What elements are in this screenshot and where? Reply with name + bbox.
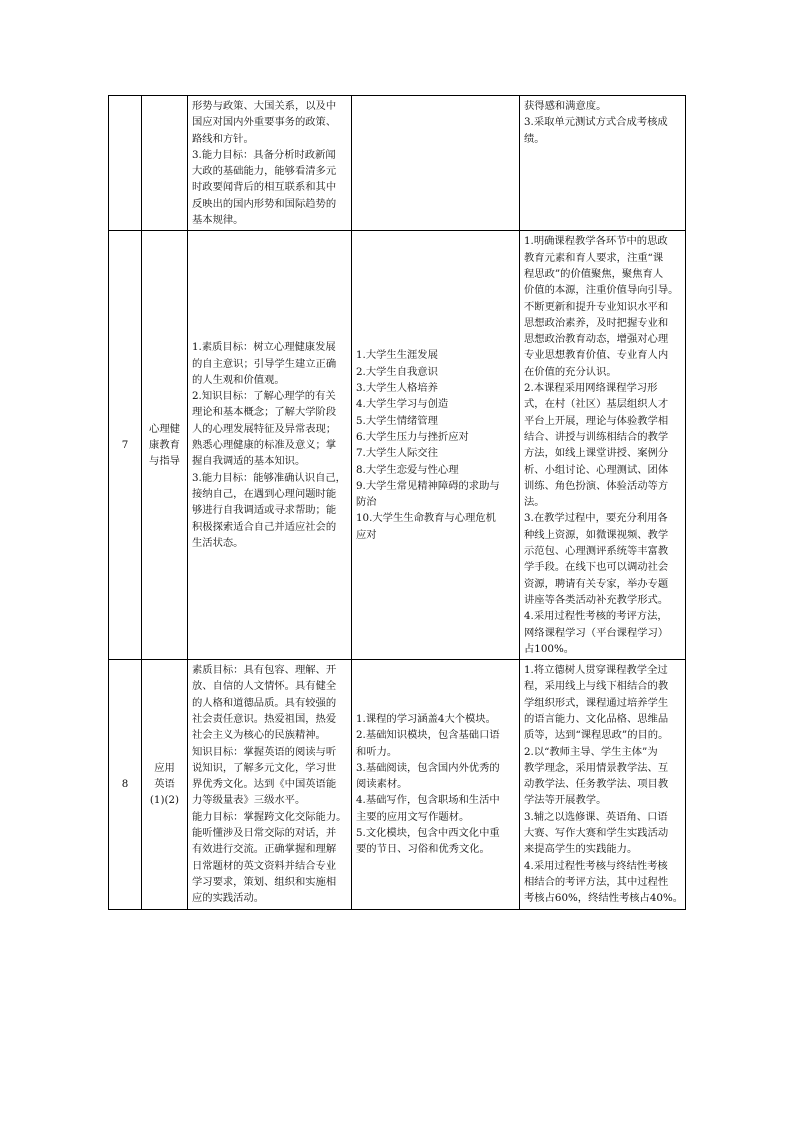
text-line: 1.课程的学习涵盖4大个模块。 xyxy=(356,712,496,725)
text-line: 结合、讲授与训练相结合的教学 xyxy=(524,430,669,443)
text-line: 5.大学生情绪管理 xyxy=(356,414,438,427)
requirements-cell xyxy=(520,660,686,909)
row-number: 7 xyxy=(109,231,142,660)
course-name xyxy=(142,96,188,231)
text-line: 4.采用过程性考核与终结性考核 xyxy=(524,859,668,872)
table-row xyxy=(109,96,686,231)
goals-cell xyxy=(188,96,352,231)
text-line: 4.大学生学习与创造 xyxy=(356,398,449,411)
text-line: 教育元素和育人要求，注重“课 xyxy=(524,251,664,264)
text-line: 熟悉心理健康的标准及意义；掌 xyxy=(192,439,337,452)
text-line: 能力目标：掌握跨文化交际能力。 xyxy=(192,810,347,823)
text-line: 教学理念，采用情景教学法、互 xyxy=(524,761,669,774)
text-line: 英语 xyxy=(154,778,175,791)
row-number xyxy=(109,96,142,231)
text-line: 3.大学生人格培养 xyxy=(356,382,438,395)
content-cell xyxy=(352,231,520,660)
text-line: 1.大学生生涯发展 xyxy=(356,349,438,362)
text-line: 4.基础写作，包含职场和生活中 xyxy=(356,794,500,807)
text-line: 5.文化模块，包含中西文化中重 xyxy=(356,827,500,840)
text-line: 的语言能力、文化品格、思维品 xyxy=(524,712,669,725)
text-line: 的自主意识；引导学生建立正确 xyxy=(192,357,337,370)
text-line: 形势与政策、大国关系，以及中 xyxy=(192,100,337,112)
text-line: 学手段。在线下也可以调动社会 xyxy=(524,561,669,574)
text-line: 平台上开展，理论与体验教学相 xyxy=(524,414,669,427)
requirements-cell xyxy=(520,96,686,231)
text-line: 的人格和道德品质。具有较强的 xyxy=(192,696,337,709)
text-line: 基本规律。 xyxy=(192,214,244,227)
content-cell xyxy=(352,660,520,909)
text-line: 讲座等各类活动补充教学形式。 xyxy=(524,593,669,606)
text-line: 2.大学生自我意识 xyxy=(356,365,438,378)
text-line: 3.在教学过程中，要充分利用各 xyxy=(524,512,668,525)
requirements-cell xyxy=(520,231,686,660)
text-line: 考核占60%，终结性考核占40%。 xyxy=(524,892,684,905)
text-line: 时政要闻背后的相互联系和其中 xyxy=(192,181,337,194)
text-line: 社会责任意识。热爱祖国，热爱 xyxy=(192,712,337,725)
text-line: 程思政”的价值聚焦，聚焦育人 xyxy=(524,267,664,280)
text-line: 学组织形式，课程通过培养学生 xyxy=(524,696,669,709)
text-line: 来提高学生的实践能力。 xyxy=(524,843,638,856)
text-line: 2.以“教师主导、学生主体”为 xyxy=(524,745,658,758)
text-line: 7.大学生人际交往 xyxy=(356,447,438,460)
text-line: 不断更新和提升专业知识水平和 xyxy=(524,300,669,313)
text-line: 4.采用过程性考核的考评方法， xyxy=(524,610,668,623)
text-line: 应对 xyxy=(356,528,377,541)
text-line: 程，采用线上与线下相结合的教 xyxy=(524,680,669,693)
text-line: 积极探索适合自己并适应社会的 xyxy=(192,520,337,533)
course-name xyxy=(142,660,188,909)
text-line: 式，在村（社区）基层组织人才 xyxy=(524,398,669,411)
text-line: 获得感和满意度。 xyxy=(524,100,607,112)
goals-cell xyxy=(188,660,352,909)
text-line: 生活状态。 xyxy=(192,536,244,549)
course-table xyxy=(108,95,686,910)
table-row xyxy=(109,660,686,909)
text-line: 学习要求，策划、组织和实施相 xyxy=(192,875,337,888)
text-line: 3.辅之以选修课、英语角、口语 xyxy=(524,810,668,823)
text-line: 界优秀文化。达到《中国英语能 xyxy=(192,778,337,791)
text-line: 训练、角色扮演、体验活动等方 xyxy=(524,479,669,492)
text-line: 网络课程学习（平台课程学习） xyxy=(524,626,669,639)
table-body xyxy=(109,96,686,910)
text-line: 质等，达到“课程思政”的目的。 xyxy=(524,729,669,742)
table-row xyxy=(109,231,686,660)
text-line: 法。 xyxy=(524,496,545,509)
text-line: 思想政治素养，及时把握专业和 xyxy=(524,316,669,329)
text-line: 反映出的国内形势和国际趋势的 xyxy=(192,197,337,210)
text-line: 大政的基础能力，能够看清多元 xyxy=(192,165,337,178)
text-line: 说知识，了解多元文化，学习世 xyxy=(192,761,337,774)
text-line: 知识目标：掌握英语的阅读与听 xyxy=(192,745,337,758)
text-line: 接纳自己，在遇到心理问题时能 xyxy=(192,487,337,500)
course-name xyxy=(142,231,188,660)
content-cell xyxy=(352,96,520,231)
text-line: 和听力。 xyxy=(356,745,398,758)
text-line: 动教学法、任务教学法、项目教 xyxy=(524,778,669,791)
text-line: 析、小组讨论、心理测试、团体 xyxy=(524,463,669,476)
text-line: 人的心理发展特征及异常表现； xyxy=(192,422,337,435)
goals-cell xyxy=(188,231,352,660)
text-line: 9.大学生常见精神障碍的求助与 xyxy=(356,479,500,492)
text-line: 2.基础知识模块，包含基础口语 xyxy=(356,729,500,742)
text-line: 资源，聘请有关专家，举办专题 xyxy=(524,577,669,590)
text-line: 1.将立德树人贯穿课程教学全过 xyxy=(524,664,668,677)
text-line: 在价值的充分认识。 xyxy=(524,365,617,378)
text-line: 素质目标：具有包容、理解、开 xyxy=(192,664,337,677)
text-line: 主要的应用文写作题材。 xyxy=(356,810,470,823)
text-line: 绩。 xyxy=(524,132,545,145)
text-line: 阅读素材。 xyxy=(356,778,408,791)
text-line: 占100%。 xyxy=(524,642,575,655)
text-line: 国应对国内外重要事务的政策、 xyxy=(192,116,337,129)
text-line: 要的节日、习俗和优秀文化。 xyxy=(356,843,490,856)
text-line: 社会主义为核心的民族精神。 xyxy=(192,729,326,742)
text-line: 理论和基本概念；了解大学阶段 xyxy=(192,406,337,419)
text-line: 3.能力目标：能够准确认识自己， xyxy=(192,471,346,484)
text-line: 应用 xyxy=(154,761,175,774)
text-line: 路线和方针。 xyxy=(192,132,254,145)
text-line: 康教育 xyxy=(149,439,180,452)
text-line: 应的实践活动。 xyxy=(192,892,265,905)
text-line: 2.本课程采用网络课程学习形 xyxy=(524,382,658,395)
text-line: 3.采取单元测试方式合成考核成 xyxy=(524,116,668,129)
text-line: 力等级量表》三级水平。 xyxy=(192,794,306,807)
text-line: 思想政治教育动态，增强对心理 xyxy=(524,333,669,346)
text-line: 够进行自我调适或寻求帮助；能 xyxy=(192,504,337,517)
text-line: 方法，如线上课堂讲授、案例分 xyxy=(524,447,669,460)
text-line: 种线上资源，如微课视频、教学 xyxy=(524,528,669,541)
text-line: 专业思想教育价值、专业育人内 xyxy=(524,349,669,362)
text-line: 3.能力目标：具备分析时政新闻 xyxy=(192,148,336,161)
row-number: 8 xyxy=(109,660,142,909)
text-line: 相结合的考评方法，其中过程性 xyxy=(524,875,669,888)
text-line: 3.基础阅读，包含国内外优秀的 xyxy=(356,761,500,774)
text-line: 大赛、写作大赛和学生实践活动 xyxy=(524,827,669,840)
text-line: 6.大学生压力与挫折应对 xyxy=(356,430,469,443)
text-line: 8.大学生恋爱与性心理 xyxy=(356,463,459,476)
text-line: 放、自信的人文情怀。具有健全 xyxy=(192,680,337,693)
text-line: 10.大学生生命教育与心理危机 xyxy=(356,512,496,525)
text-line: 心理健 xyxy=(149,422,180,435)
text-line: 日常题材的英文资料并结合专业 xyxy=(192,859,337,872)
text-line: 有效进行交流。正确掌握和理解 xyxy=(192,843,337,856)
text-line: 示范包、心理测评系统等丰富教 xyxy=(524,545,669,558)
text-line: 防治 xyxy=(356,496,377,509)
text-line: 握自我调适的基本知识。 xyxy=(192,455,306,468)
text-line: 学法等开展教学。 xyxy=(524,794,607,807)
text-line: 与指导 xyxy=(149,455,180,468)
text-line: 1.明确课程教学各环节中的思政 xyxy=(524,235,668,248)
text-line: 2.知识目标：了解心理学的有关 xyxy=(192,390,336,403)
text-line: (1)(2) xyxy=(149,794,180,807)
text-line: 的人生观和价值观。 xyxy=(192,373,285,386)
text-line: 价值的本源，注重价值导向引导。 xyxy=(524,284,679,297)
text-line: 能听懂涉及日常交际的对话，并 xyxy=(192,827,337,840)
text-line: 1.素质目标：树立心理健康发展 xyxy=(192,341,336,354)
